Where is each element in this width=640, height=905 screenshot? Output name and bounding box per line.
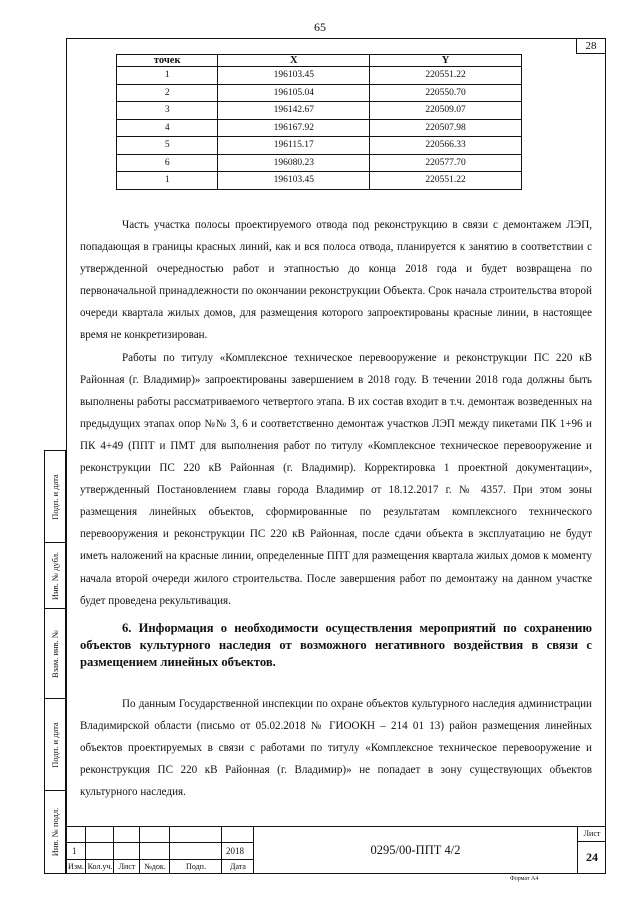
change-number: 1 (72, 846, 77, 856)
col-header-y: Y (370, 55, 522, 67)
sheet-number: 24 (586, 850, 598, 864)
sheet-corner-number: 28 (576, 39, 605, 54)
label-podp: Подп. (186, 862, 206, 871)
table-row: 3 196142.67 220509.07 (117, 102, 522, 120)
table-row: 4 196167.92 220507.98 (117, 119, 522, 137)
side-stamp (44, 450, 66, 874)
page-number: 65 (314, 20, 326, 34)
col-header-x: X (218, 55, 370, 67)
paragraph: Часть участка полосы проектируемого отвода под реконструкцию в связи с демонтажем ЛЭП, попадающая в границы красных линий, как и вся полоса отвода, планируется к занятию в соответствии с утвержденной очередностью работ и этапностью до конца 2018 года и будет возвращена по первоначальной принадлежности по окончании реконструкции Объекта. Срок начала строительства второй очереди квартала жилых домов, для размещения которого запроектированы красные линии, в настоящее время не конкретизирован. (80, 219, 592, 342)
table-row: 1 196103.45 220551.22 (117, 67, 522, 85)
table-row: 2 196105.04 220550.70 (117, 84, 522, 102)
label-kolu: Кол.уч. (87, 862, 113, 871)
side-cell: Подп. и дата (45, 451, 65, 543)
body-text (80, 214, 592, 803)
table-row: 1 196103.45 220551.22 (117, 172, 522, 190)
change-year: 2018 (226, 846, 244, 856)
document-id: 0295/00-ППТ 4/2 (254, 827, 578, 873)
col-header-point: точек (117, 55, 218, 67)
sheet-label: Лист (578, 827, 606, 842)
coordinates-table (116, 54, 522, 190)
format-note: Формат А4 (510, 876, 539, 882)
side-cell: Инв. № дубл. (45, 543, 65, 609)
side-cell: Взам. инв. № (45, 609, 65, 699)
label-ndok: №док. (144, 862, 166, 871)
table-row: 5 196115.17 220566.33 (117, 137, 522, 155)
label-data: Дата (230, 862, 246, 871)
side-cell: Подп. и дата (45, 699, 65, 791)
label-izm: Изм. (68, 862, 84, 871)
paragraph: Работы по титулу «Комплексное техническое перевооружение и реконструкции ПС 220 кВ Районная (г. Владимир)» запроектированы завершением в 2018 году. В течении 2018 года должны быть выполнены работы рассматриваемого четвертого этапа. В их состав входит в т.ч. демонтаж возведенных на предыдущих этапах опор №№ 3, 6 и соответственно демонтаж участков ЛЭП между пикетами ПК 1+96 и ПК 4+49 (ППТ и ПМТ для выполнения работ по титулу «Комплексное техническое перевооружение и реконструкции ПС 220 кВ Районная (г. Владимир). Корректировка 1 проектной документации», утвержденный Постановлением главы города Владимир от 18.12.2017 г. № 4357. При этом зоны размещения линейных объектов, сформированные по результатам комплексного технического перевооружения и реконструкции ПС 220 кВ Районная, после сдачи объекта в эксплуатацию не будут иметь наложений на красные линии, определенные ППТ для размещения квартала жилых домов к моменту начала второй очереди жилого строительства. После завершения работ по демонтажу на данном участке будет проведена рекультивация. (80, 351, 592, 607)
title-block (66, 826, 606, 874)
paragraph: По данным Государственной инспекции по охране объектов культурного наследия администрации Владимирской области (письмо от 05.02.2018 № ГИООКН – 214 01 13) район размещения линейных объектов проектируемых в связи с работами по титулу «Комплексное техническое перевооружение и реконструкция ПС 220 кВ Районная (г. Владимир)» не попадает в зону существующих объектов культурного наследия. (80, 697, 592, 799)
section-heading: 6. Информация о необходимости осуществления мероприятий по сохранению объектов культурного наследия от возможного негативного воздействия в связи с размещением линейных объектов. (80, 620, 592, 669)
table-row: 6 196080.23 220577.70 (117, 154, 522, 172)
table-header-row (117, 55, 522, 67)
side-cell: Инв. № подл. (50, 807, 60, 857)
label-list: Лист (118, 862, 136, 871)
